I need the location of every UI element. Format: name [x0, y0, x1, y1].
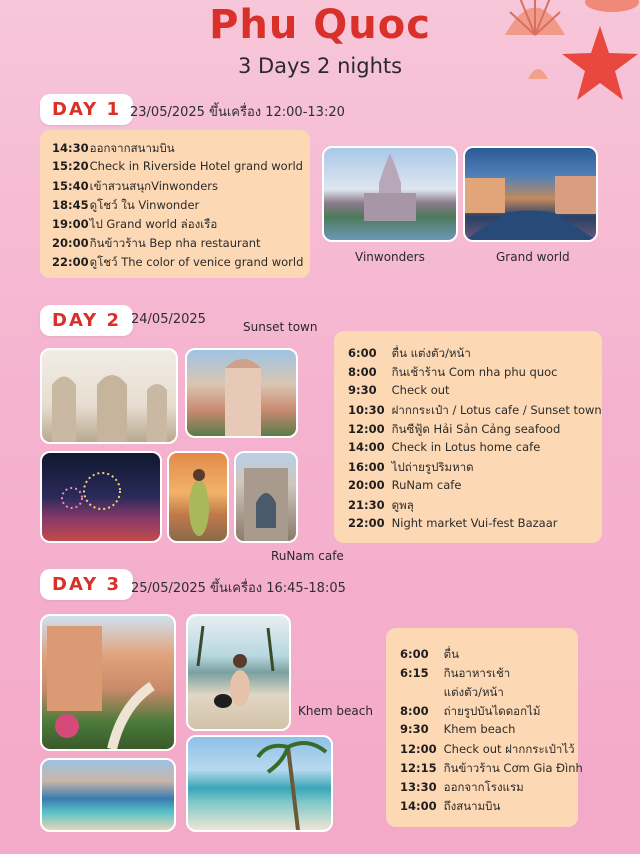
khem-beach-photo: [186, 735, 333, 832]
schedule-row: 20:00 กินข้าวร้าน Bep nha restaurant: [52, 236, 261, 250]
schedule-row: 12:00 กินซีฟู้ด Hải Sản Cảng seafood: [348, 422, 561, 436]
vinwonders-photo: [322, 146, 458, 242]
schedule-row: 14:00 ถึงสนามบิน: [400, 799, 501, 813]
day3-badge: DAY 3: [40, 569, 133, 600]
schedule-row: 12:15 กินข้าวร้าน Cơm Gia Đình: [400, 761, 583, 775]
beach-portrait-photo: [167, 451, 229, 543]
schedule-row: 14:00 Check in Lotus home cafe: [348, 440, 541, 454]
schedule-row: 13:30 ออกจากโรงแรม: [400, 780, 524, 794]
lotus-cafe-photo: [40, 348, 178, 444]
schedule-row: 12:00 Check out ฝากกระเป๋าไว้: [400, 742, 575, 756]
schedule-row: 19:00 ไป Grand world ล่องเรือ: [52, 217, 218, 231]
grand-world-caption: Grand world: [496, 250, 570, 264]
flower-stairs-photo: [40, 614, 176, 751]
vinwonders-caption: Vinwonders: [355, 250, 425, 264]
schedule-row: 22:00 Night market Vui-fest Bazaar: [348, 516, 558, 530]
schedule-row: 10:30 ฝากกระเป๋า / Lotus cafe / Sunset town: [348, 403, 602, 417]
schedule-row: 9:30 Khem beach: [400, 722, 516, 736]
day3-info: 25/05/2025 ขึ้นเครื่อง 16:45-18:05: [131, 581, 346, 596]
schedule-row: 8:00 กินเช้าร้าน Com nha phu quoc: [348, 365, 558, 379]
schedule-row: 8:00 ถ่ายรูปบันไดดอกไม้: [400, 704, 541, 718]
day2-info: 24/05/2025: [131, 312, 206, 327]
schedule-row: 21:30 ดูพลุ: [348, 498, 414, 512]
sunset-town-photo: [185, 348, 298, 438]
schedule-row: 14:30 ออกจากสนามบิน: [52, 141, 175, 155]
day1-schedule-panel: [40, 130, 310, 278]
day1-badge: DAY 1: [40, 94, 133, 125]
schedule-row: 6:00 ตื่น: [400, 647, 459, 661]
schedule-row: แต่งตัว/หน้า: [443, 685, 504, 699]
day2-badge: DAY 2: [40, 305, 133, 336]
schedule-row: 15:20 Check in Riverside Hotel grand world: [52, 159, 303, 173]
grand-world-photo: [463, 146, 598, 242]
schedule-row: 9:30 Check out: [348, 383, 450, 397]
page-title: Phu Quoc: [209, 2, 431, 48]
coastline-photo: [40, 758, 176, 832]
runam-cafe-caption: RuNam cafe: [271, 549, 344, 563]
schedule-row: 16:00 ไปถ่ายรูปริมหาด: [348, 460, 474, 474]
page-subtitle: 3 Days 2 nights: [237, 54, 403, 78]
schedule-row: 6:00 ตื่น แต่งตัว/หน้า: [348, 346, 471, 360]
day1-info: 23/05/2025 ขึ้นเครื่อง 12:00-13:20: [130, 105, 345, 120]
runam-cafe-photo: [234, 451, 298, 543]
schedule-row: 6:15 กินอาหารเช้า: [400, 666, 511, 680]
beach-swing-photo: [186, 614, 291, 731]
schedule-row: 20:00 RuNam cafe: [348, 478, 462, 492]
schedule-row: 18:45 ดูโชว์ ใน Vinwonder: [52, 198, 200, 212]
khem-beach-caption: Khem beach: [298, 704, 373, 718]
schedule-row: 15:40 เข้าสวนสนุกVinwonders: [52, 179, 219, 193]
sunset-town-caption: Sunset town: [243, 320, 318, 334]
day3-schedule-panel: [386, 628, 583, 827]
fireworks-photo: [40, 451, 162, 543]
schedule-row: 22:00 ดูโชว์ The color of venice grand world: [52, 255, 304, 269]
day2-schedule-panel: [334, 331, 602, 543]
